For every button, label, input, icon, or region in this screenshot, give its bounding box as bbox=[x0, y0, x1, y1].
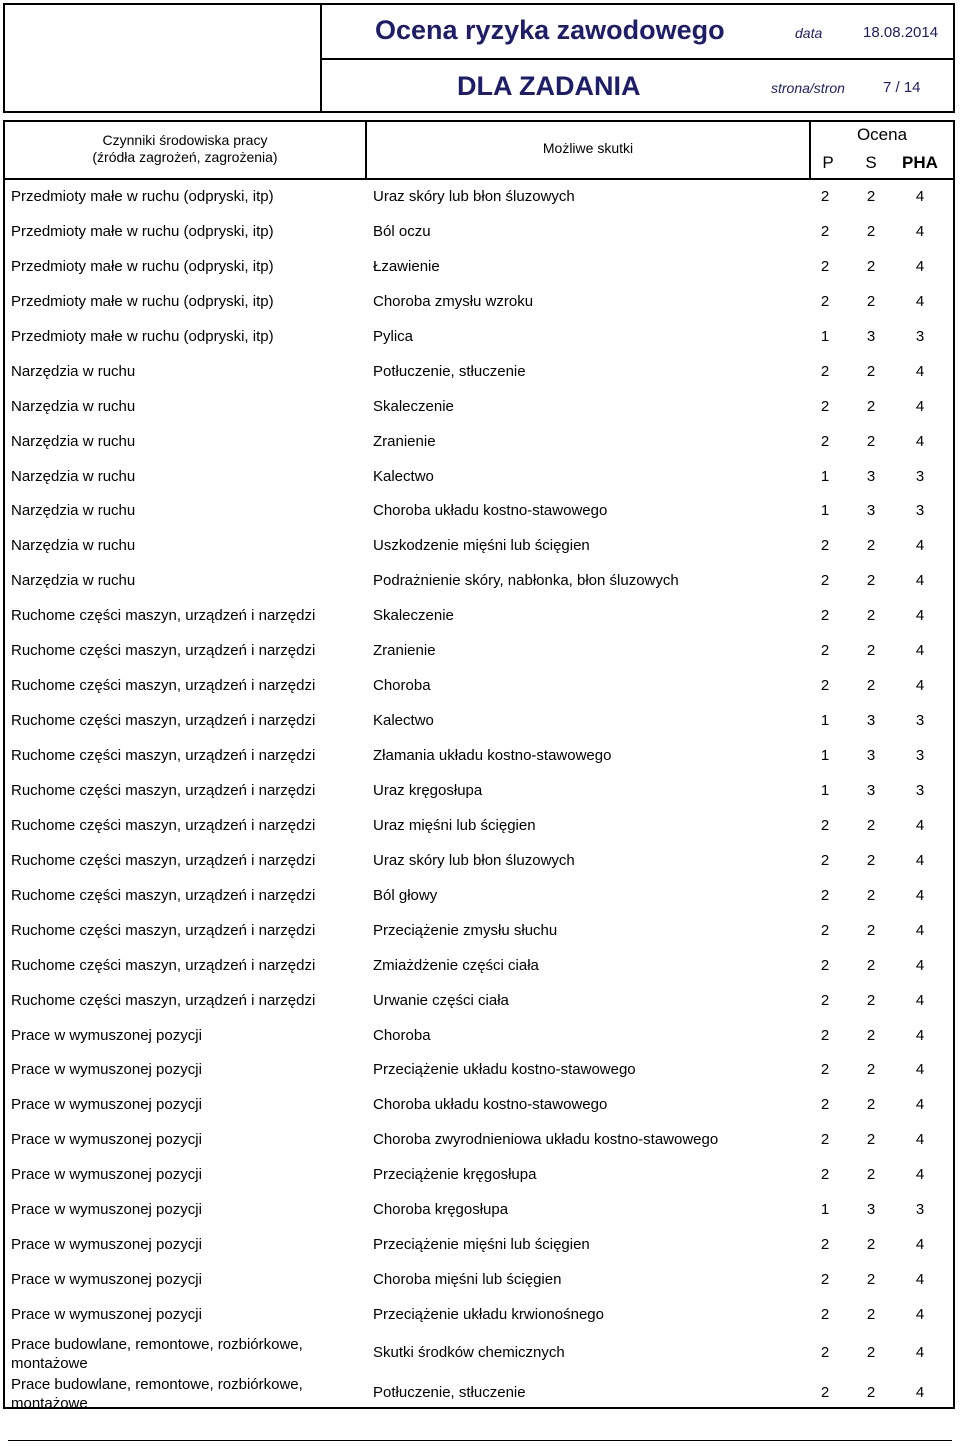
table-row bbox=[5, 599, 953, 634]
table-row bbox=[5, 1019, 953, 1054]
cell-p: 1 bbox=[820, 327, 830, 345]
cell-p: 2 bbox=[820, 257, 830, 275]
cell-p: 2 bbox=[820, 1271, 830, 1289]
cell-factor: Ruchome części maszyn, urządzeń i narzędzi bbox=[11, 781, 316, 799]
table-row bbox=[5, 1088, 953, 1123]
cell-effect: Zranienie bbox=[373, 642, 436, 660]
cell-effect: Choroba bbox=[373, 1026, 431, 1044]
cell-pha: 3 bbox=[915, 1201, 925, 1219]
cell-effect: Choroba kręgosłupa bbox=[373, 1201, 509, 1219]
cell-pha: 4 bbox=[915, 222, 925, 240]
cell-effect: Uraz skóry lub błon śluzowych bbox=[373, 188, 575, 205]
cell-effect: Podrażnienie skóry, nabłonka, błon śluzowych bbox=[373, 572, 679, 590]
table-row bbox=[5, 1228, 953, 1263]
cell-factor: Prace w wymuszonej pozycji bbox=[11, 1131, 202, 1149]
header-divider-horizontal bbox=[322, 58, 953, 60]
cell-effect: Urwanie części ciała bbox=[373, 991, 509, 1009]
cell-effect: Choroba zmysłu wzroku bbox=[373, 292, 534, 310]
cell-pha: 4 bbox=[915, 642, 925, 660]
cell-s: 2 bbox=[866, 1166, 876, 1184]
cell-effect: Uraz mięśni lub ścięgien bbox=[373, 816, 536, 834]
cell-pha: 4 bbox=[915, 397, 925, 415]
cell-s: 2 bbox=[866, 397, 876, 415]
table-row bbox=[5, 1053, 953, 1088]
table-row bbox=[5, 460, 953, 495]
table-row bbox=[5, 1263, 953, 1298]
cell-pha: 4 bbox=[915, 921, 925, 939]
date-label: data bbox=[795, 25, 823, 41]
page-value: 7 / 14 bbox=[883, 79, 921, 96]
cell-p: 2 bbox=[820, 1166, 830, 1184]
column-header-effects: Możliwe skutki bbox=[542, 140, 634, 156]
table-row bbox=[5, 739, 953, 774]
document-subtitle: DLA ZADANIA bbox=[457, 71, 641, 101]
cell-pha: 3 bbox=[915, 712, 925, 730]
cell-effect: Choroba zwyrodnieniowa układu kostno-stawowego bbox=[373, 1131, 719, 1149]
cell-effect: Uraz kręgosłupa bbox=[373, 781, 483, 799]
cell-effect: Przeciążenie układu kostno-stawowego bbox=[373, 1061, 636, 1079]
table-row bbox=[5, 949, 953, 984]
cell-pha: 4 bbox=[915, 851, 925, 869]
risk-table bbox=[3, 120, 955, 1413]
table-row bbox=[5, 774, 953, 809]
column-header-factors bbox=[5, 132, 365, 166]
table-row bbox=[5, 984, 953, 1019]
cell-p: 2 bbox=[820, 572, 830, 590]
cell-s: 3 bbox=[866, 502, 876, 520]
cell-effect: Potłuczenie, stłuczenie bbox=[373, 1384, 526, 1402]
cell-p: 2 bbox=[820, 1384, 830, 1402]
cell-factor: Ruchome części maszyn, urządzeń i narzędzi bbox=[11, 816, 316, 834]
cell-p: 2 bbox=[820, 886, 830, 904]
cell-factor: Ruchome części maszyn, urządzeń i narzędzi bbox=[11, 607, 316, 625]
table-row bbox=[5, 1373, 953, 1414]
cell-effect: Choroba mięśni lub ścięgien bbox=[373, 1271, 562, 1289]
table-row bbox=[5, 844, 953, 879]
cell-p: 2 bbox=[820, 188, 830, 205]
cell-pha: 4 bbox=[915, 1343, 925, 1361]
cell-pha: 4 bbox=[915, 292, 925, 310]
table-row bbox=[5, 425, 953, 460]
cell-pha: 4 bbox=[915, 1271, 925, 1289]
cell-pha: 4 bbox=[915, 1236, 925, 1254]
cell-factor: Narzędzia w ruchu bbox=[11, 502, 136, 520]
cell-p: 2 bbox=[820, 991, 830, 1009]
cell-p: 2 bbox=[820, 1131, 830, 1149]
cell-factor: Przedmioty małe w ruchu (odpryski, itp) bbox=[11, 222, 274, 240]
footer-rule bbox=[8, 1440, 952, 1441]
cell-effect: Zranienie bbox=[373, 432, 436, 450]
cell-pha: 4 bbox=[915, 816, 925, 834]
cell-p: 2 bbox=[820, 921, 830, 939]
cell-effect: Uszkodzenie mięśni lub ścięgien bbox=[373, 537, 590, 555]
cell-pha: 4 bbox=[915, 188, 925, 205]
table-row bbox=[5, 704, 953, 739]
table-row bbox=[5, 914, 953, 949]
cell-effect: Kalectwo bbox=[373, 467, 434, 485]
cell-factor: Ruchome części maszyn, urządzeń i narzędzi bbox=[11, 712, 316, 730]
cell-effect: Potłuczenie, stłuczenie bbox=[373, 362, 526, 380]
column-header-assessment: Ocena bbox=[856, 125, 908, 144]
table-row bbox=[5, 215, 953, 250]
cell-p: 1 bbox=[820, 781, 830, 799]
cell-factor: Ruchome części maszyn, urządzeń i narzędzi bbox=[11, 642, 316, 660]
cell-s: 2 bbox=[866, 991, 876, 1009]
column-header-factors-line1: Czynniki środowiska pracy bbox=[102, 132, 268, 148]
cell-p: 2 bbox=[820, 1343, 830, 1361]
cell-effect: Choroba układu kostno-stawowego bbox=[373, 502, 608, 520]
cell-s: 3 bbox=[866, 467, 876, 485]
cell-factor: Prace w wymuszonej pozycji bbox=[11, 1096, 202, 1114]
table-row bbox=[5, 564, 953, 599]
cell-factor: Prace w wymuszonej pozycji bbox=[11, 1236, 202, 1254]
cell-factor: Narzędzia w ruchu bbox=[11, 572, 136, 590]
cell-pha: 4 bbox=[915, 1131, 925, 1149]
cell-s: 2 bbox=[866, 642, 876, 660]
cell-s: 3 bbox=[866, 781, 876, 799]
column-header-factors-line2: (źródła zagrożeń, zagrożenia) bbox=[92, 149, 278, 165]
cell-p: 2 bbox=[820, 1061, 830, 1079]
cell-factor: Prace w wymuszonej pozycji bbox=[11, 1026, 202, 1044]
cell-effect: Złamania układu kostno-stawowego bbox=[373, 747, 612, 764]
cell-factor: Przedmioty małe w ruchu (odpryski, itp) bbox=[11, 188, 274, 205]
cell-pha: 4 bbox=[915, 1306, 925, 1323]
column-header-p: P bbox=[822, 153, 834, 172]
cell-factor: Ruchome części maszyn, urządzeń i narzędzi bbox=[11, 747, 316, 764]
table-row bbox=[5, 879, 953, 914]
cell-effect: Łzawienie bbox=[373, 257, 440, 275]
cell-factor: Ruchome części maszyn, urządzeń i narzędzi bbox=[11, 956, 316, 974]
cell-effect: Pylica bbox=[373, 327, 414, 345]
cell-s: 2 bbox=[866, 432, 876, 450]
cell-s: 2 bbox=[866, 1306, 876, 1323]
cell-s: 2 bbox=[866, 1131, 876, 1149]
cell-p: 2 bbox=[820, 222, 830, 240]
cell-pha: 4 bbox=[915, 1384, 925, 1402]
cell-effect: Przeciążenie układu krwionośnego bbox=[373, 1306, 604, 1323]
cell-s: 2 bbox=[866, 607, 876, 625]
cell-pha: 4 bbox=[915, 572, 925, 590]
table-row bbox=[5, 1333, 953, 1374]
cell-effect: Przeciążenie kręgosłupa bbox=[373, 1166, 537, 1184]
cell-s: 2 bbox=[866, 1026, 876, 1044]
cell-factor: Przedmioty małe w ruchu (odpryski, itp) bbox=[11, 292, 274, 310]
cell-pha: 3 bbox=[915, 781, 925, 799]
table-row bbox=[5, 1193, 953, 1228]
table-row bbox=[5, 320, 953, 355]
cell-p: 2 bbox=[820, 851, 830, 869]
cell-factor: Narzędzia w ruchu bbox=[11, 397, 136, 415]
cell-effect: Skutki środków chemicznych bbox=[373, 1343, 565, 1361]
table-row bbox=[5, 809, 953, 844]
cell-s: 3 bbox=[866, 712, 876, 730]
cell-pha: 4 bbox=[915, 537, 925, 555]
cell-s: 3 bbox=[866, 1201, 876, 1219]
cell-effect: Uraz skóry lub błon śluzowych bbox=[373, 851, 575, 869]
cell-pha: 4 bbox=[915, 362, 925, 380]
cell-factor: Ruchome części maszyn, urządzeń i narzędzi bbox=[11, 886, 316, 904]
cell-effect: Choroba bbox=[373, 677, 431, 695]
cell-effect: Ból głowy bbox=[373, 886, 438, 904]
cell-factor: Ruchome części maszyn, urządzeń i narzędzi bbox=[11, 921, 316, 939]
cell-factor: Prace w wymuszonej pozycji bbox=[11, 1271, 202, 1289]
cell-factor: Prace w wymuszonej pozycji bbox=[11, 1201, 202, 1219]
cell-pha: 4 bbox=[915, 432, 925, 450]
cell-s: 3 bbox=[866, 327, 876, 345]
cell-pha: 4 bbox=[915, 886, 925, 904]
cell-factor: Ruchome części maszyn, urządzeń i narzędzi bbox=[11, 991, 316, 1009]
cell-s: 2 bbox=[866, 677, 876, 695]
table-row bbox=[5, 355, 953, 390]
cell-effect: Skaleczenie bbox=[373, 397, 454, 415]
cell-s: 2 bbox=[866, 1096, 876, 1114]
cell-pha: 3 bbox=[915, 467, 925, 485]
cell-factor: Przedmioty małe w ruchu (odpryski, itp) bbox=[11, 327, 274, 345]
cell-factor: Prace w wymuszonej pozycji bbox=[11, 1166, 202, 1184]
cell-pha: 4 bbox=[915, 257, 925, 275]
cell-effect: Przeciążenie mięśni lub ścięgien bbox=[373, 1236, 590, 1254]
cell-pha: 4 bbox=[915, 991, 925, 1009]
cell-factor: Prace budowlane, remontowe, rozbiórkowe, montażowe bbox=[11, 1376, 303, 1413]
cell-pha: 3 bbox=[915, 502, 925, 520]
cell-p: 2 bbox=[820, 537, 830, 555]
cell-s: 2 bbox=[866, 292, 876, 310]
cell-effect: Choroba układu kostno-stawowego bbox=[373, 1096, 608, 1114]
cell-pha: 4 bbox=[915, 607, 925, 625]
cell-factor: Ruchome części maszyn, urządzeń i narzędzi bbox=[11, 677, 316, 695]
cell-pha: 4 bbox=[915, 956, 925, 974]
cell-p: 2 bbox=[820, 642, 830, 660]
table-row bbox=[5, 529, 953, 564]
page-label: strona/stron bbox=[771, 80, 845, 96]
cell-s: 2 bbox=[866, 1061, 876, 1079]
cell-factor: Narzędzia w ruchu bbox=[11, 362, 136, 380]
cell-p: 2 bbox=[820, 1306, 830, 1323]
cell-pha: 3 bbox=[915, 747, 925, 764]
cell-p: 1 bbox=[820, 502, 830, 520]
cell-s: 2 bbox=[866, 537, 876, 555]
cell-p: 1 bbox=[820, 1201, 830, 1219]
cell-effect: Przeciążenie zmysłu słuchu bbox=[373, 921, 558, 939]
cell-s: 2 bbox=[866, 572, 876, 590]
cell-s: 2 bbox=[866, 1236, 876, 1254]
cell-factor: Narzędzia w ruchu bbox=[11, 467, 136, 485]
cell-factor: Prace budowlane, remontowe, rozbiórkowe, montażowe bbox=[11, 1335, 303, 1372]
table-body bbox=[5, 180, 953, 1414]
cell-factor: Prace w wymuszonej pozycji bbox=[11, 1306, 202, 1323]
cell-p: 2 bbox=[820, 432, 830, 450]
table-row bbox=[5, 634, 953, 669]
cell-s: 2 bbox=[866, 188, 876, 205]
table-row bbox=[5, 1158, 953, 1193]
date-value: 18.08.2014 bbox=[863, 24, 939, 41]
cell-p: 2 bbox=[820, 956, 830, 974]
cell-p: 2 bbox=[820, 816, 830, 834]
cell-p: 2 bbox=[820, 292, 830, 310]
cell-factor: Ruchome części maszyn, urządzeń i narzędzi bbox=[11, 851, 316, 869]
cell-effect: Zmiażdżenie części ciała bbox=[373, 956, 539, 974]
table-row bbox=[5, 1123, 953, 1158]
cell-pha: 4 bbox=[915, 1166, 925, 1184]
cell-p: 2 bbox=[820, 397, 830, 415]
cell-s: 2 bbox=[866, 1343, 876, 1361]
cell-p: 2 bbox=[820, 1096, 830, 1114]
table-row bbox=[5, 669, 953, 704]
cell-factor: Prace w wymuszonej pozycji bbox=[11, 1061, 202, 1079]
cell-s: 2 bbox=[866, 921, 876, 939]
column-header-pha: PHA bbox=[902, 153, 938, 172]
cell-s: 2 bbox=[866, 1384, 876, 1402]
cell-pha: 3 bbox=[915, 327, 925, 345]
cell-factor: Przedmioty małe w ruchu (odpryski, itp) bbox=[11, 257, 274, 275]
cell-s: 2 bbox=[866, 257, 876, 275]
cell-p: 2 bbox=[820, 362, 830, 380]
cell-s: 3 bbox=[866, 747, 876, 764]
table-row bbox=[5, 250, 953, 285]
cell-p: 2 bbox=[820, 1236, 830, 1254]
document-header bbox=[3, 3, 955, 113]
cell-pha: 4 bbox=[915, 1026, 925, 1044]
table-row bbox=[5, 285, 953, 320]
cell-p: 1 bbox=[820, 712, 830, 730]
cell-s: 2 bbox=[866, 1271, 876, 1289]
table-row bbox=[5, 390, 953, 425]
cell-p: 2 bbox=[820, 677, 830, 695]
cell-effect: Kalectwo bbox=[373, 712, 434, 730]
cell-factor: Narzędzia w ruchu bbox=[11, 432, 136, 450]
cell-pha: 4 bbox=[915, 1061, 925, 1079]
cell-s: 2 bbox=[866, 851, 876, 869]
cell-p: 2 bbox=[820, 607, 830, 625]
cell-pha: 4 bbox=[915, 677, 925, 695]
cell-p: 1 bbox=[820, 747, 830, 764]
cell-p: 1 bbox=[820, 467, 830, 485]
table-row bbox=[5, 1298, 953, 1333]
table-row bbox=[5, 180, 953, 215]
cell-s: 2 bbox=[866, 886, 876, 904]
cell-s: 2 bbox=[866, 956, 876, 974]
cell-s: 2 bbox=[866, 222, 876, 240]
cell-p: 2 bbox=[820, 1026, 830, 1044]
table-row bbox=[5, 494, 953, 529]
cell-factor: Narzędzia w ruchu bbox=[11, 537, 136, 555]
cell-effect: Skaleczenie bbox=[373, 607, 454, 625]
document-title: Ocena ryzyka zawodowego bbox=[375, 15, 725, 45]
cell-s: 2 bbox=[866, 362, 876, 380]
cell-s: 2 bbox=[866, 816, 876, 834]
cell-effect: Ból oczu bbox=[373, 222, 431, 240]
column-header-s: S bbox=[865, 153, 877, 172]
cell-pha: 4 bbox=[915, 1096, 925, 1114]
